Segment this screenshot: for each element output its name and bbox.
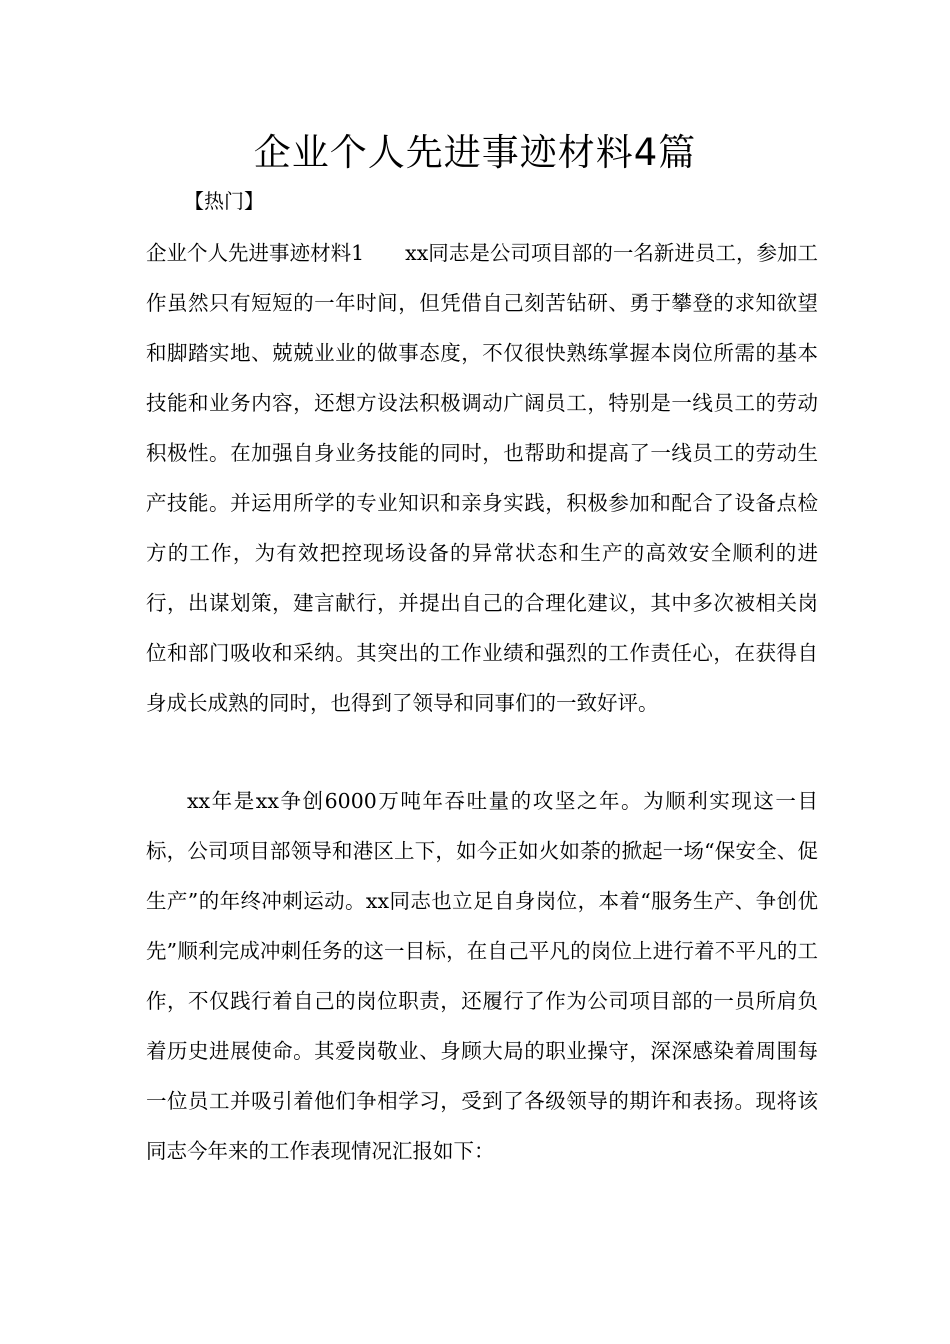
hot-tag: 【热门】	[184, 189, 264, 213]
document-title: 企业个人先进事迹材料4篇	[253, 131, 697, 174]
paragraph-2: xx年是xx争创6000万吨年吞吐量的攻坚之年。为顺利实现这一目标，公司项目部领导和港区上下，如今正如火如荼的掀起一场“保安全、促生产”的年终冲刺运动。xx同志也立足自身岗位，本着“服务生产、争创优先”顺利完成冲刺任务的这一目标，在自己平凡的岗位上进行着不平凡的工作，不仅践行着自己的岗位职责，还履行了作为公司项目部的一员所肩负着历史进展使命。其爱岗敬业、身顾大局的职业操守，深深感染着周围每一位员工并吸引着他们争相学习，受到了各级领导的期许和表扬。现将该同志今年来的工作表现情况汇报如下：	[146, 789, 818, 1163]
paragraph-1: 企业个人先进事迹材料1 xx同志是公司项目部的一名新进员工，参加工作虽然只有短短的一年时间，但凭借自己刻苦钻研、勇于攀登的求知欲望和脚踏实地、兢兢业业的做事态度，不仅很快熟练掌握本岗位所需的基本技能和业务内容，还想方设法积极调动广阔员工，特别是一线员工的劳动积极性。在加强自身业务技能的同时，也帮助和提高了一线员工的劳动生产技能。并运用所学的专业知识和亲身实践，积极参加和配合了设备点检方的工作，为有效把控现场设备的异常状态和生产的高效安全顺利的进行，出谋划策，建言献行，并提出自己的合理化建议，其中多次被相关岗位和部门吸收和采纳。其突出的工作业绩和强烈的工作责任心，在获得自身成长成熟的同时，也得到了领导和同事们的一致好评。	[146, 241, 818, 715]
